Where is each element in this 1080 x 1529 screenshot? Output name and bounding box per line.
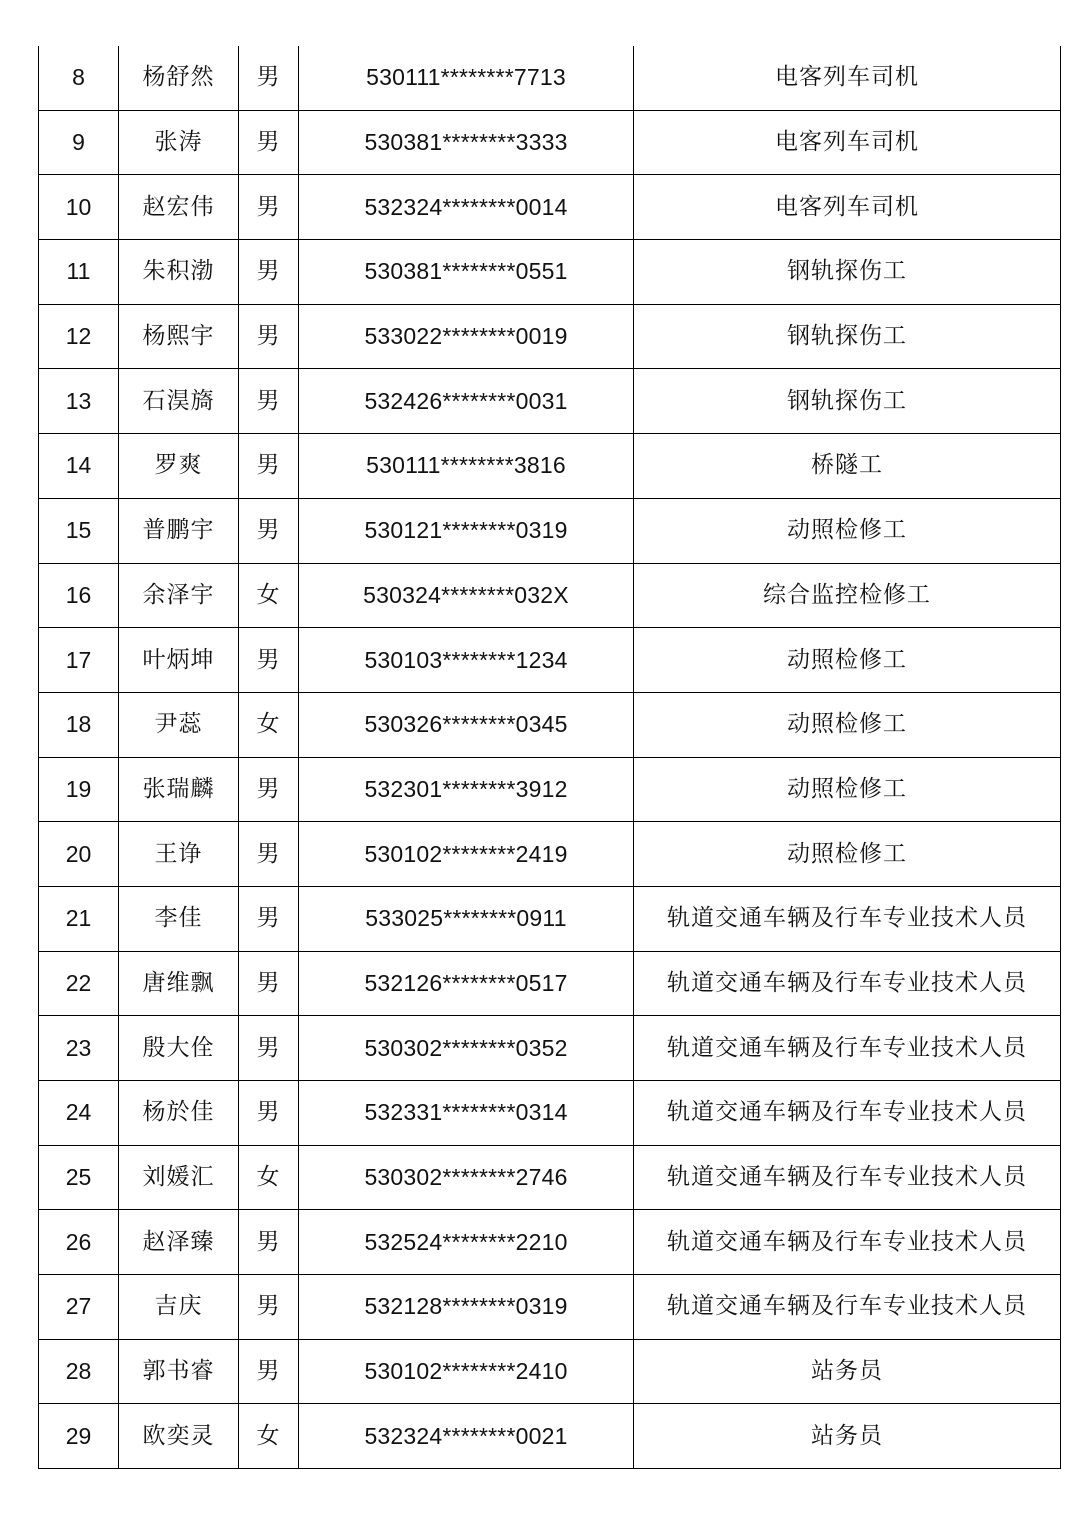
personnel-table xyxy=(38,46,1061,1469)
row-number-cell: 8 xyxy=(39,46,119,110)
id-number-cell: 533022********0019 xyxy=(299,304,634,369)
name-cell: 赵宏伟 xyxy=(119,175,239,240)
position-cell: 钢轨探伤工 xyxy=(634,369,1061,434)
table-row xyxy=(39,692,1061,757)
name-cell: 唐维飘 xyxy=(119,951,239,1016)
gender-cell: 男 xyxy=(239,628,299,693)
position-cell: 电客列车司机 xyxy=(634,175,1061,240)
row-number-cell: 25 xyxy=(39,1145,119,1210)
gender-cell: 男 xyxy=(239,1339,299,1404)
table-row xyxy=(39,1081,1061,1146)
id-number-cell: 532426********0031 xyxy=(299,369,634,434)
name-cell: 朱积渤 xyxy=(119,240,239,305)
name-cell: 赵泽臻 xyxy=(119,1210,239,1275)
id-number-cell: 530102********2410 xyxy=(299,1339,634,1404)
row-number-cell: 17 xyxy=(39,628,119,693)
table-row xyxy=(39,434,1061,499)
table-row xyxy=(39,951,1061,1016)
id-number-cell: 532324********0021 xyxy=(299,1404,634,1469)
table-body xyxy=(39,46,1061,1469)
gender-cell: 男 xyxy=(239,46,299,110)
position-cell: 桥隧工 xyxy=(634,434,1061,499)
table-row xyxy=(39,304,1061,369)
table-row xyxy=(39,240,1061,305)
position-cell: 轨道交通车辆及行车专业技术人员 xyxy=(634,1145,1061,1210)
row-number-cell: 29 xyxy=(39,1404,119,1469)
id-number-cell: 530381********3333 xyxy=(299,110,634,175)
row-number-cell: 18 xyxy=(39,692,119,757)
table-row xyxy=(39,110,1061,175)
gender-cell: 男 xyxy=(239,951,299,1016)
row-number-cell: 9 xyxy=(39,110,119,175)
name-cell: 殷大佺 xyxy=(119,1016,239,1081)
name-cell: 张瑞麟 xyxy=(119,757,239,822)
gender-cell: 男 xyxy=(239,886,299,951)
gender-cell: 男 xyxy=(239,240,299,305)
position-cell: 站务员 xyxy=(634,1339,1061,1404)
id-number-cell: 530111********3816 xyxy=(299,434,634,499)
table-row xyxy=(39,822,1061,887)
row-number-cell: 12 xyxy=(39,304,119,369)
row-number-cell: 20 xyxy=(39,822,119,887)
gender-cell: 男 xyxy=(239,369,299,434)
gender-cell: 女 xyxy=(239,1145,299,1210)
id-number-cell: 532331********0314 xyxy=(299,1081,634,1146)
table-row xyxy=(39,628,1061,693)
gender-cell: 女 xyxy=(239,1404,299,1469)
position-cell: 动照检修工 xyxy=(634,692,1061,757)
row-number-cell: 22 xyxy=(39,951,119,1016)
gender-cell: 男 xyxy=(239,1081,299,1146)
row-number-cell: 23 xyxy=(39,1016,119,1081)
name-cell: 张涛 xyxy=(119,110,239,175)
position-cell: 动照检修工 xyxy=(634,822,1061,887)
gender-cell: 男 xyxy=(239,757,299,822)
name-cell: 欧奕灵 xyxy=(119,1404,239,1469)
position-cell: 钢轨探伤工 xyxy=(634,304,1061,369)
id-number-cell: 530111********7713 xyxy=(299,46,634,110)
gender-cell: 男 xyxy=(239,1210,299,1275)
row-number-cell: 13 xyxy=(39,369,119,434)
row-number-cell: 11 xyxy=(39,240,119,305)
id-number-cell: 530324********032X xyxy=(299,563,634,628)
table-row xyxy=(39,1404,1061,1469)
name-cell: 杨熙宇 xyxy=(119,304,239,369)
name-cell: 吉庆 xyxy=(119,1275,239,1340)
name-cell: 王诤 xyxy=(119,822,239,887)
position-cell: 钢轨探伤工 xyxy=(634,240,1061,305)
gender-cell: 男 xyxy=(239,498,299,563)
position-cell: 电客列车司机 xyxy=(634,46,1061,110)
row-number-cell: 19 xyxy=(39,757,119,822)
position-cell: 电客列车司机 xyxy=(634,110,1061,175)
table-row xyxy=(39,886,1061,951)
id-number-cell: 532301********3912 xyxy=(299,757,634,822)
gender-cell: 男 xyxy=(239,304,299,369)
table-row xyxy=(39,1016,1061,1081)
id-number-cell: 530302********0352 xyxy=(299,1016,634,1081)
name-cell: 余泽宇 xyxy=(119,563,239,628)
name-cell: 叶炳坤 xyxy=(119,628,239,693)
name-cell: 李佳 xyxy=(119,886,239,951)
id-number-cell: 530103********1234 xyxy=(299,628,634,693)
row-number-cell: 27 xyxy=(39,1275,119,1340)
table-row xyxy=(39,369,1061,434)
gender-cell: 女 xyxy=(239,692,299,757)
id-number-cell: 532324********0014 xyxy=(299,175,634,240)
name-cell: 刘媛汇 xyxy=(119,1145,239,1210)
id-number-cell: 530121********0319 xyxy=(299,498,634,563)
row-number-cell: 14 xyxy=(39,434,119,499)
gender-cell: 男 xyxy=(239,822,299,887)
name-cell: 杨於佳 xyxy=(119,1081,239,1146)
name-cell: 普鹏宇 xyxy=(119,498,239,563)
position-cell: 轨道交通车辆及行车专业技术人员 xyxy=(634,886,1061,951)
table-row xyxy=(39,498,1061,563)
gender-cell: 女 xyxy=(239,563,299,628)
id-number-cell: 530381********0551 xyxy=(299,240,634,305)
position-cell: 动照检修工 xyxy=(634,628,1061,693)
name-cell: 郭书睿 xyxy=(119,1339,239,1404)
position-cell: 动照检修工 xyxy=(634,757,1061,822)
row-number-cell: 15 xyxy=(39,498,119,563)
id-number-cell: 532126********0517 xyxy=(299,951,634,1016)
gender-cell: 男 xyxy=(239,110,299,175)
table-row xyxy=(39,46,1061,110)
name-cell: 石淏旖 xyxy=(119,369,239,434)
gender-cell: 男 xyxy=(239,175,299,240)
position-cell: 轨道交通车辆及行车专业技术人员 xyxy=(634,1016,1061,1081)
position-cell: 综合监控检修工 xyxy=(634,563,1061,628)
table-row xyxy=(39,757,1061,822)
name-cell: 罗爽 xyxy=(119,434,239,499)
position-cell: 动照检修工 xyxy=(634,498,1061,563)
gender-cell: 男 xyxy=(239,1016,299,1081)
position-cell: 轨道交通车辆及行车专业技术人员 xyxy=(634,1210,1061,1275)
id-number-cell: 532128********0319 xyxy=(299,1275,634,1340)
table-row xyxy=(39,563,1061,628)
id-number-cell: 530102********2419 xyxy=(299,822,634,887)
position-cell: 轨道交通车辆及行车专业技术人员 xyxy=(634,1081,1061,1146)
id-number-cell: 530326********0345 xyxy=(299,692,634,757)
position-cell: 轨道交通车辆及行车专业技术人员 xyxy=(634,951,1061,1016)
id-number-cell: 532524********2210 xyxy=(299,1210,634,1275)
row-number-cell: 21 xyxy=(39,886,119,951)
row-number-cell: 10 xyxy=(39,175,119,240)
id-number-cell: 530302********2746 xyxy=(299,1145,634,1210)
row-number-cell: 28 xyxy=(39,1339,119,1404)
row-number-cell: 24 xyxy=(39,1081,119,1146)
table-row xyxy=(39,1339,1061,1404)
name-cell: 杨舒然 xyxy=(119,46,239,110)
table-row xyxy=(39,1145,1061,1210)
id-number-cell: 533025********0911 xyxy=(299,886,634,951)
table-row xyxy=(39,1275,1061,1340)
row-number-cell: 26 xyxy=(39,1210,119,1275)
table-row xyxy=(39,175,1061,240)
row-number-cell: 16 xyxy=(39,563,119,628)
table-row xyxy=(39,1210,1061,1275)
position-cell: 站务员 xyxy=(634,1404,1061,1469)
gender-cell: 男 xyxy=(239,434,299,499)
gender-cell: 男 xyxy=(239,1275,299,1340)
name-cell: 尹蕊 xyxy=(119,692,239,757)
position-cell: 轨道交通车辆及行车专业技术人员 xyxy=(634,1275,1061,1340)
